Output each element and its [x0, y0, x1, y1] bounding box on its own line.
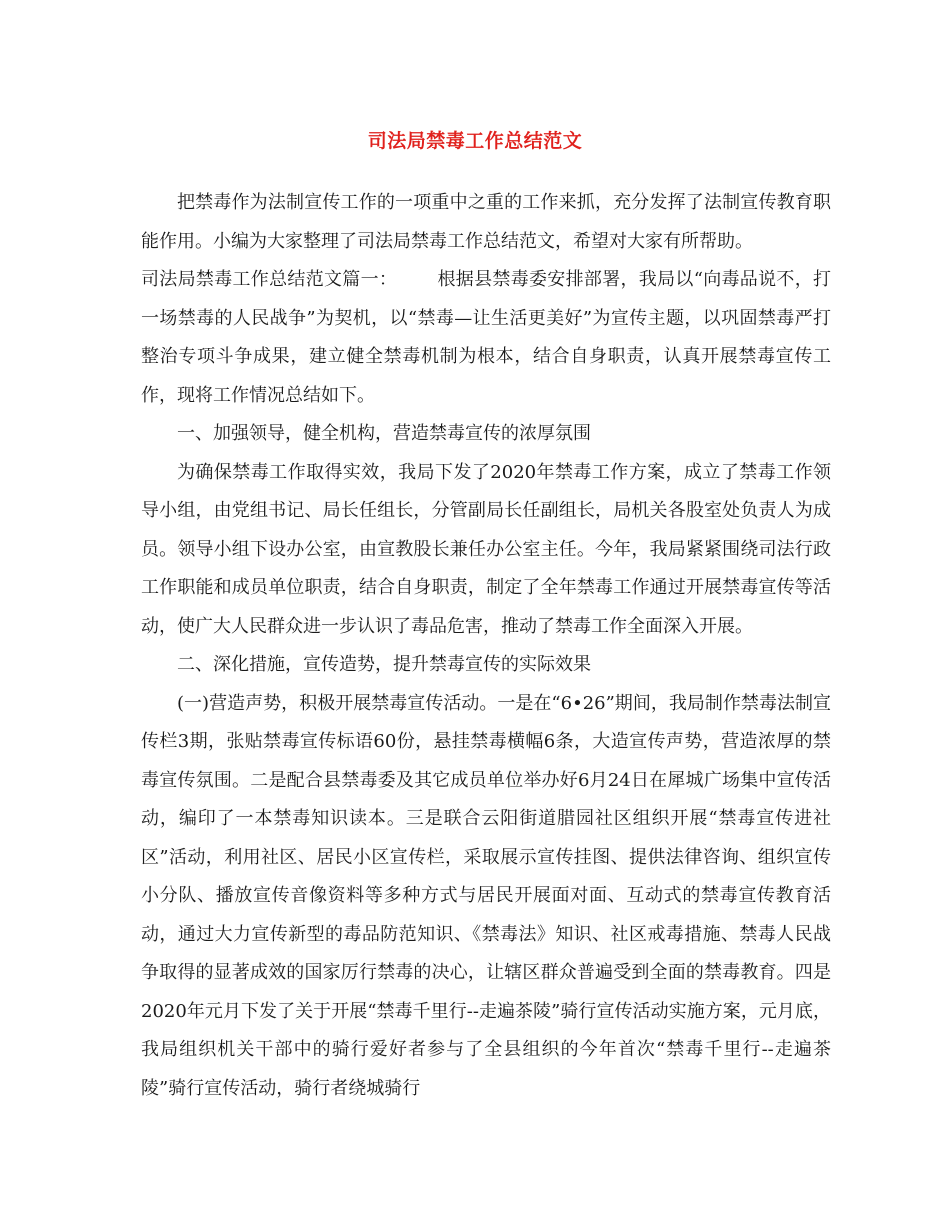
document-body [141, 184, 831, 1108]
part-body: 根据县禁毒委安排部署，我局以“向毒品说不，打一场禁毒的人民战争”为契机，以“禁毒—让生活更美好”为宣传主题，以巩固禁毒严打整治专项斗争成果，建立健全禁毒机制为根本，结合自身职责，认真开展禁毒宣传工作，现将工作情况总结如下。 [141, 269, 832, 406]
document-title: 司法局禁毒工作总结范文 [367, 130, 583, 152]
part-label: 司法局禁毒工作总结范文篇一： [141, 269, 398, 290]
section-heading-1: 一、加强领导，健全机构，营造禁毒宣传的浓厚氛围 [177, 423, 591, 444]
section-2-paragraph: (一)营造声势，积极开展禁毒宣传活动。一是在“6•26”期间，我局制作禁毒法制宣传栏3期，张贴禁毒宣传标语60份，悬挂禁毒横幅6条，大造宣传声势，营造浓厚的禁毒宣传氛围。二是配合县禁毒委及其它成员单位举办好6月24日在犀城广场集中宣传活动，编印了一本禁毒知识读本。三是联合云阳街道腊园社区组织开展“禁毒宣传进社区”活动，利用社区、居民小区宣传栏，采取展示宣传挂图、提供法律咨询、组织宣传小分队、播放宣传音像资料等多种方式与居民开展面对面、互动式的禁毒宣传教育活动，通过大力宣传新型的毒品防范知识、《禁毒法》知识、社区戒毒措施、禁毒人民战争取得的显著成效的国家厉行禁毒的决心，让辖区群众普遍受到全面的禁毒教育。四是2020年元月下发了关于开展“禁毒千里行--走遍茶陵”骑行宣传活动实施方案，元月底，我局组织机关干部中的骑行爱好者参与了全县组织的今年首次“禁毒千里行--走遍茶陵”骑行宣传活动，骑行者绕城骑行 [141, 692, 831, 1099]
part-paragraph [141, 261, 831, 415]
section-heading-2: 二、深化措施，宣传造势，提升禁毒宣传的实际效果 [177, 654, 591, 675]
intro-paragraph: 把禁毒作为法制宣传工作的一项重中之重的工作来抓，充分发挥了法制宣传教育职能作用。小编为大家整理了司法局禁毒工作总结范文，希望对大家有所帮助。 [141, 192, 831, 252]
section-1-paragraph: 为确保禁毒工作取得实效，我局下发了2020年禁毒工作方案，成立了禁毒工作领导小组，由党组书记、局长任组长，分管副局长任副组长，局机关各股室处负责人为成员。领导小组下设办公室，由宣教股长兼任办公室主任。今年，我局紧紧围绕司法行政工作职能和成员单位职责，结合自身职责，制定了全年禁毒工作通过开展禁毒宣传等活动，使广大人民群众进一步认识了毒品危害，推动了禁毒工作全面深入开展。 [141, 461, 831, 637]
